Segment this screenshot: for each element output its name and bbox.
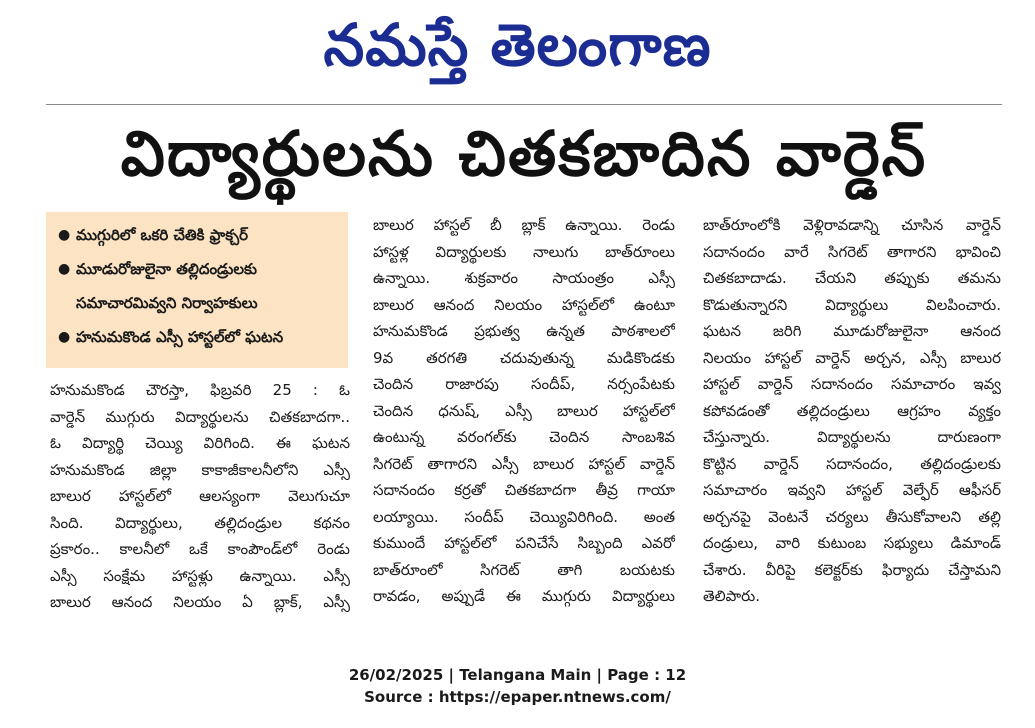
masthead-divider (46, 104, 1002, 105)
masthead-logo: నమస్తే తెలంగాణ (323, 11, 712, 79)
article-column-2 (373, 212, 675, 610)
article-line: బాలుర హాస్టల్ బీ బ్లాక్ ఉన్నాయి. రెండు (373, 216, 675, 234)
article-line: ఉన్నాయి. శుక్రవారం సాయంత్రం ఎస్సీ (373, 269, 675, 287)
article-line: సదానందం వారే సిగరెట్ తాగారని భావించి (703, 242, 1001, 261)
article-line: కుముందే హాస్టల్‌లో పనిచేసే సిబ్బంది ఎవరో (373, 534, 675, 552)
article-line: ఎస్సీ సంక్షేమ హాస్టళ్లు ఉన్నాయి. ఎస్సీ (50, 566, 350, 585)
article-line: బాత్‌రూంలోకి వెళ్లిరావడాన్ని చూసిన వార్డెన్ (703, 216, 1001, 234)
headline: విద్యార్థులను చితకబాదిన వార్డెన్ (120, 117, 928, 190)
highlight-item-continued (58, 286, 338, 320)
article-line: వార్డెన్ ముగ్గురు విద్యార్థులను చితకబాదగా.. (50, 407, 350, 426)
article-line: ఘటన జరిగి మూడురోజులైనా ఆనంద (703, 322, 1001, 340)
article-line: హాస్టల్ వార్డెన్ సదానందం సమాచారం ఇవ్వ (703, 375, 1001, 393)
article-column-1 (50, 377, 350, 616)
article-line: చేశారు. వీరిపై కలెక్టర్‌కు ఫిర్యాదు చేస్తామని (703, 560, 1001, 579)
article-line: కొడుతున్నారని విద్యార్థులు విలపించారు. (703, 295, 1001, 314)
bullet-icon: ● (58, 227, 71, 243)
highlight-item (58, 252, 338, 286)
article-line: హనుమకొండ ప్రభుత్వ ఉన్నత పాఠశాలలో (373, 322, 675, 340)
article-line: కపోవడంతో తల్లిదండ్రులు ఆగ్రహం వ్యక్తం (703, 401, 1001, 420)
article-line: చేస్తున్నారు. విద్యార్థులను దారుణంగా (703, 428, 1001, 446)
article-line: లయ్యాయి. సందీప్ చెయ్యివిరిగింది. అంత (373, 507, 675, 526)
highlight-text: హనుమకొండ ఎస్సీ హాస్టల్‌లో ఘటన (76, 328, 284, 346)
footer (0, 664, 1035, 708)
article-line: సదానందం కర్రతో చితకబాదగా తీవ్ర గాయా (373, 481, 675, 499)
article-line: దండ్రులు, వారి కుటుంబ సభ్యులు డిమాండ్ (703, 534, 1001, 552)
highlight-text: సమాచారమివ్వని నిర్వాహకులు (76, 294, 258, 312)
highlight-text: ముగ్గురిలో ఒకరి చేతికి ఫ్రాక్చర్ (76, 226, 249, 244)
article-line: చితకబాదాడు. చేయని తప్పుకు తమను (703, 269, 1001, 287)
article-line: హాస్టళ్ల విద్యార్థులకు నాలుగు బాత్‌రూంలు (373, 242, 675, 261)
article-line: బాలుర హాస్టల్‌లో ఆలస్యంగా వెలుగుచూ (50, 487, 350, 505)
article-line: సింది. విద్యార్థులు, తల్లిదండ్రుల కథనం (50, 513, 350, 532)
highlight-text: మూడురోజులైనా తల్లిదండ్రులకు (76, 260, 257, 278)
article-line: బాత్‌రూంలో సిగరెట్ తాగి బయటకు (373, 560, 675, 579)
highlight-item (58, 218, 338, 252)
article-line: సిగరెట్ తాగారని ఎస్సీ బాలుర హాస్టల్ వార్డెన్ (373, 454, 675, 473)
edition-info: 26/02/2025 | Telangana Main | Page : 12 (348, 666, 687, 684)
article-line: హనుమకొండ జిల్లా కాకాజీకాలనీలోని ఎస్సీ (50, 460, 350, 479)
article-line: సమాచారం ఇవ్వని హాస్టల్ వెల్ఫేర్ ఆఫీసర్ (703, 481, 1001, 499)
article-line: నిలయం హాస్టల్ వార్డెన్ అర్చన, ఎస్సీ బాలుర (703, 348, 1001, 367)
article-line: రావడం, అప్పుడే ఈ ముగ్గురు విద్యార్థులు (373, 587, 675, 605)
article-line: హనుమకొండ చౌరస్తా, ఫిబ్రవరి 25 : ఓ (50, 381, 350, 399)
article-line: ప్రకారం.. కాలనీలో ఒకే కాంపౌండ్‌లో రెండు (50, 540, 350, 558)
article-line: బాలుర ఆనంద నిలయం ఏ బ్లాక్, ఎస్సీ (50, 593, 350, 611)
article-line: కొట్టిన వార్డెన్ సదానందం, తల్లిదండ్రులకు (703, 454, 1001, 473)
article-line: చెందిన ధనుష్, ఎస్సీ బాలుర హాస్టల్‌లో (373, 401, 675, 420)
highlights-box (46, 212, 348, 368)
source-link[interactable]: Source : https://epaper.ntnews.com/ (364, 688, 671, 706)
article-line: తెలిపారు. (703, 587, 760, 605)
article-line: చెందిన రాజారపు సందీప్, నర్సంపేటకు (373, 375, 675, 393)
article-column-3 (703, 212, 1001, 610)
bullet-icon: ● (58, 261, 71, 277)
bullet-icon: ● (58, 329, 71, 345)
article-line: ఉంటున్న వరంగల్‌కు చెందిన సాంబశివ (373, 428, 675, 446)
highlight-item (58, 320, 338, 354)
article-line: అర్చనపై వెంటనే చర్యలు తీసుకోవాలని తల్లి (703, 507, 1001, 526)
article-line: ఓ విద్యార్థి చెయ్యి విరిగింది. ఈ ఘటన (50, 434, 350, 452)
article-line: బాలుర ఆనంద నిలయం హాస్టల్‌లో ఉంటూ (373, 295, 675, 314)
article-line: 9వ తరగతి చదువుతున్న మడికొండకు (373, 348, 675, 367)
